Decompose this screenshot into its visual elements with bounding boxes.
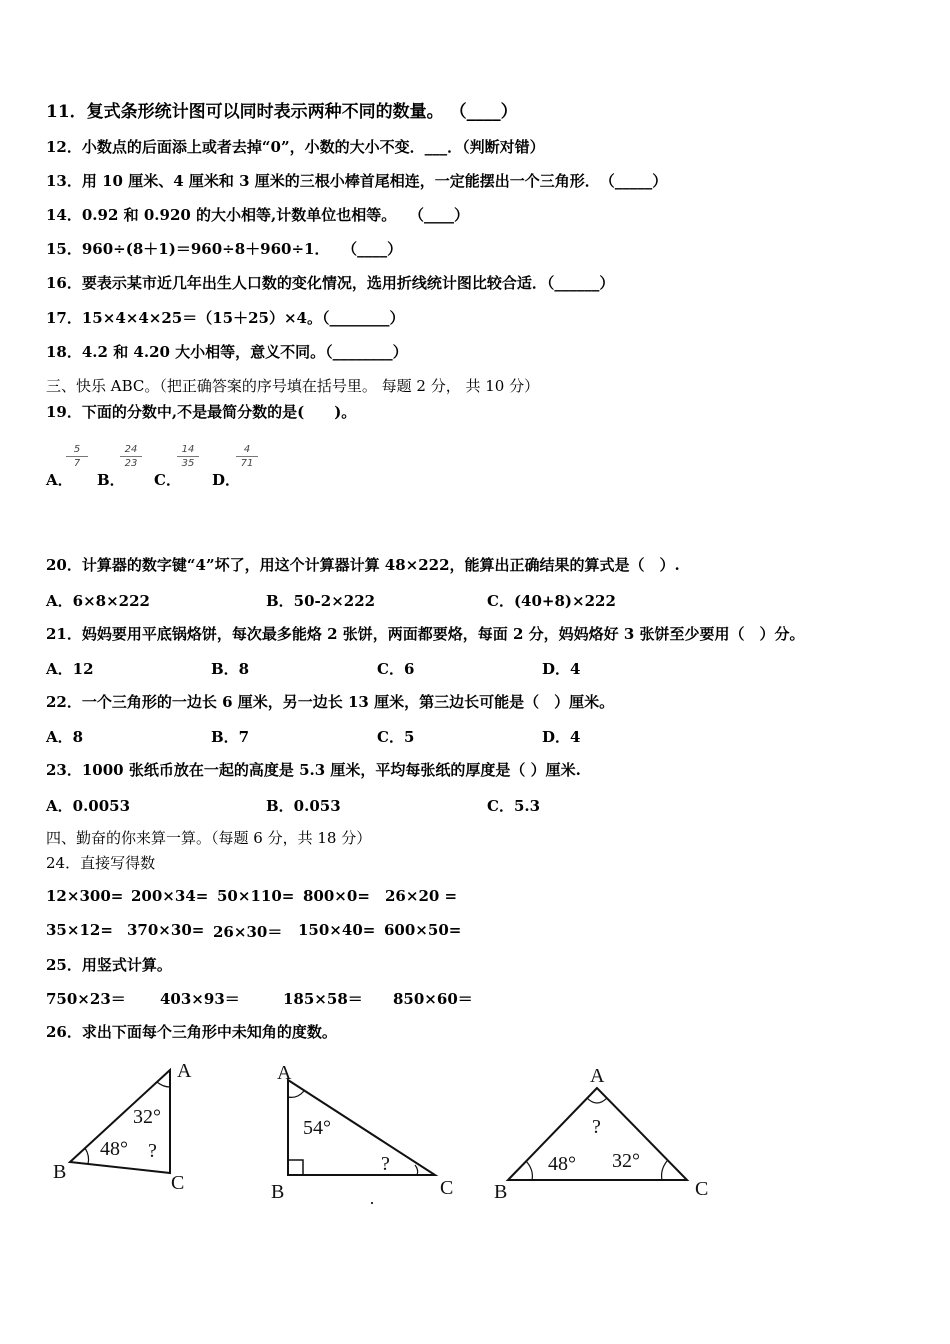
triangle-2-vertex-c: C <box>440 1177 454 1199</box>
triangle-3-arc-a <box>587 1098 607 1103</box>
calc-item: 150×40= <box>298 921 376 939</box>
triangle-1-vertex-a: A <box>177 1060 192 1082</box>
calc-item: 35×12= <box>46 921 113 939</box>
calc-item: 800×0= <box>303 887 370 905</box>
q22-option-d: D．4 <box>542 728 581 746</box>
triangle-3-angle-a: ? <box>592 1116 601 1138</box>
calc-item: 12×300= <box>46 887 124 905</box>
triangle-1-arc-b <box>85 1148 89 1164</box>
question-24: 24．直接写得数 <box>46 854 156 872</box>
triangle-1-angle-c: ? <box>148 1140 157 1162</box>
question-15: 15．960÷(8＋1)＝960÷8＋960÷1． （____） <box>46 240 403 258</box>
triangle-2-angle-a: 54° <box>303 1117 331 1139</box>
q22-option-c: C．5 <box>377 728 415 746</box>
triangle-2-vertex-a: A <box>277 1062 292 1084</box>
q22-option-b: B．7 <box>211 728 250 746</box>
calc-item: 26×20 = <box>385 887 458 905</box>
triangle-1-angle-b: 48° <box>100 1138 128 1160</box>
question-17: 17．15×4×4×25＝（15＋25）×4。（________） <box>46 309 405 327</box>
triangle-2-vertex-b: B <box>271 1181 285 1203</box>
fraction-b <box>120 444 142 469</box>
question-13: 13．用 10 厘米、4 厘米和 3 厘米的三根小棒首尾相连，一定能摆出一个三角形． （_____） <box>46 172 668 190</box>
triangle-3-angle-b: 48° <box>548 1153 576 1175</box>
question-18: 18．4.2 和 4.20 大小相等，意义不同。（________） <box>46 343 408 361</box>
triangle-1-angle-a: 32° <box>133 1106 161 1128</box>
q21-option-c: C．6 <box>377 660 415 678</box>
fraction-b-denominator: 23 <box>124 458 138 469</box>
fraction-a-denominator: 7 <box>73 458 81 469</box>
triangle-3-figure <box>490 1060 720 1205</box>
fraction-d-denominator: 71 <box>240 458 254 469</box>
q19-option-c: C． <box>154 471 181 489</box>
fraction-d <box>236 444 258 469</box>
section-4-heading: 四、勤奋的你来算一算。（每题 6 分，共 18 分） <box>46 829 372 847</box>
vertical-calc-item: 750×23＝ <box>46 990 126 1008</box>
triangle-3-arc-b <box>526 1161 532 1180</box>
q20-option-c: C．(40+8)×222 <box>487 592 616 610</box>
calc-item: 26×30＝ <box>213 923 283 941</box>
fraction-a <box>66 444 88 469</box>
calc-item: 370×30= <box>127 921 205 939</box>
triangle-1-figure <box>45 1055 260 1205</box>
triangle-1-vertex-b: B <box>53 1161 67 1183</box>
vertical-calc-item: 850×60＝ <box>393 990 473 1008</box>
scan-dot <box>371 1202 373 1204</box>
fraction-c <box>177 444 199 469</box>
q19-option-a: A． <box>46 471 73 489</box>
calc-item: 50×110= <box>217 887 295 905</box>
question-21: 21．妈妈要用平底锅烙饼，每次最多能烙 2 张饼，两面都要烙，每面 2 分，妈妈烙好 3 张饼至少要用（ ）分。 <box>46 625 805 643</box>
triangle-2-angle-c: ? <box>381 1153 390 1175</box>
section-3-heading: 三、快乐 ABC。（把正确答案的序号填在括号里。 每题 2 分， 共 10 分） <box>46 377 540 395</box>
q19-option-d: D． <box>212 471 241 489</box>
question-23: 23．1000 张纸币放在一起的高度是 5.3 厘米，平均每张纸的厚度是（ ）厘米. <box>46 761 581 779</box>
q23-option-a: A．0.0053 <box>46 797 131 815</box>
q21-option-d: D．4 <box>542 660 581 678</box>
triangle-2-right-angle-mark <box>288 1160 303 1175</box>
triangle-3-angle-c: 32° <box>612 1150 640 1172</box>
fraction-c-numerator: 14 <box>177 444 199 457</box>
triangle-1-arc-a <box>157 1082 170 1087</box>
question-16: 16．要表示某市近几年出生人口数的变化情况，选用折线统计图比较合适．（______） <box>46 274 615 292</box>
q23-option-b: B．0.053 <box>266 797 341 815</box>
triangle-3-arc-c <box>662 1161 667 1180</box>
question-22: 22．一个三角形的一边长 6 厘米，另一边长 13 厘米，第三边长可能是（ ）厘米。 <box>46 693 615 711</box>
fraction-c-denominator: 35 <box>181 458 195 469</box>
triangle-3-vertex-a: A <box>590 1065 605 1087</box>
vertical-calc-item: 403×93＝ <box>160 990 240 1008</box>
fraction-a-numerator: 5 <box>66 444 88 457</box>
question-14: 14．0.92 和 0.920 的大小相等,计数单位也相等。 （____） <box>46 206 469 224</box>
q20-option-b: B．50-2×222 <box>266 592 376 610</box>
fraction-b-numerator: 24 <box>120 444 142 457</box>
triangle-1-vertex-c: C <box>171 1172 185 1194</box>
fraction-d-numerator: 4 <box>236 444 258 457</box>
question-11: 11．复式条形统计图可以同时表示两种不同的数量。 （____） <box>46 102 518 122</box>
q22-option-a: A．8 <box>46 728 84 746</box>
question-26: 26．求出下面每个三角形中未知角的度数。 <box>46 1023 337 1041</box>
question-12: 12．小数点的后面添上或者去掉“0”，小数的大小不变．___．（判断对错） <box>46 138 545 156</box>
q19-option-b: B． <box>97 471 125 489</box>
triangle-2-figure <box>265 1055 465 1205</box>
triangle-2-arc-c <box>415 1165 418 1175</box>
triangle-3-vertex-c: C <box>695 1178 709 1200</box>
vertical-calc-item: 185×58＝ <box>283 990 363 1008</box>
calc-item: 200×34= <box>131 887 209 905</box>
q21-option-b: B．8 <box>211 660 250 678</box>
question-19: 19．下面的分数中,不是最简分数的是( )。 <box>46 403 357 421</box>
q20-option-a: A．6×8×222 <box>46 592 150 610</box>
triangle-3-vertex-b: B <box>494 1181 508 1203</box>
q23-option-c: C．5.3 <box>487 797 541 815</box>
question-25: 25．用竖式计算。 <box>46 956 172 974</box>
q21-option-a: A．12 <box>46 660 94 678</box>
question-20: 20．计算器的数字键“4”坏了，用这个计算器计算 48×222，能算出正确结果的算式是（ ）. <box>46 556 680 574</box>
calc-item: 600×50= <box>384 921 462 939</box>
triangle-2-arc-a <box>288 1091 304 1097</box>
